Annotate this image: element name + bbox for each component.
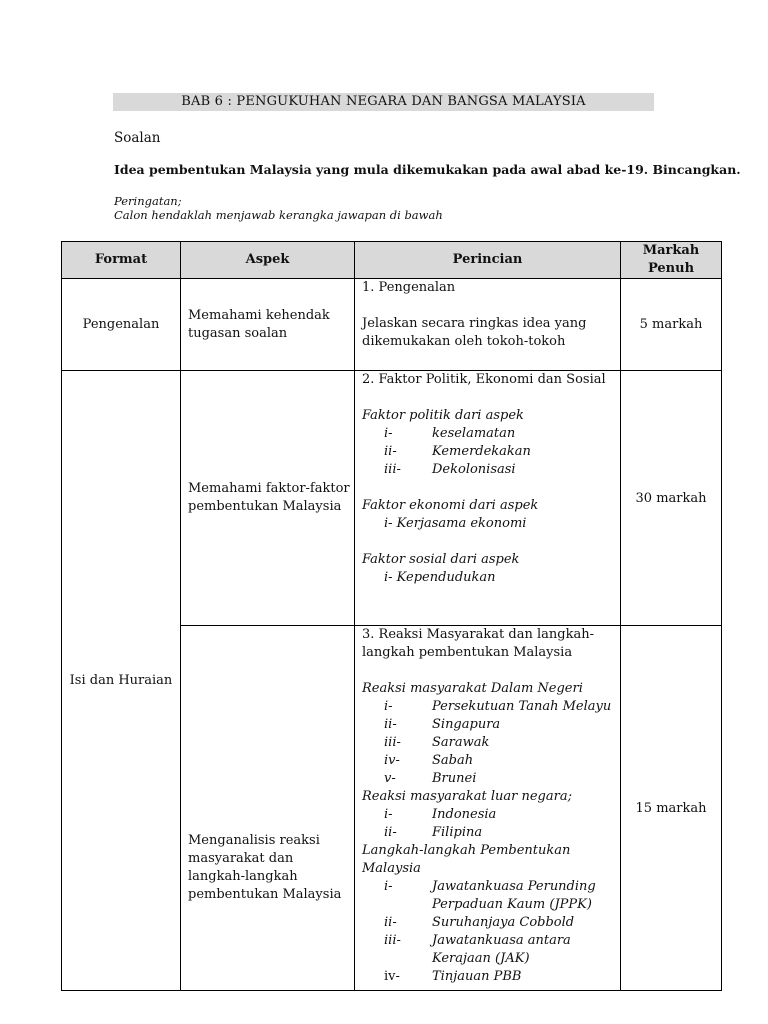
perincian-heading: 1. Pengenalan [362, 280, 456, 295]
markah-reaksi: 15 markah [621, 626, 722, 991]
perincian-reaksi [355, 626, 621, 991]
markah-faktor: 30 markah [621, 371, 722, 626]
list-item: v- Brunei [384, 771, 477, 786]
sosial-title: Faktor sosial dari aspek [362, 552, 520, 567]
soalan-label: Soalan [114, 130, 161, 146]
warning-text: Calon hendaklah menjawab kerangka jawapan di bawah [114, 208, 443, 222]
perincian-heading: 3. Reaksi Masyarakat dan langkah-langkah pembentukan Malaysia [362, 627, 594, 660]
format-pengenalan: Pengenalan [62, 279, 181, 371]
langkah-title: Langkah-langkah Pembentukan Malaysia [362, 843, 571, 876]
perincian-detail: Jelaskan secara ringkas idea yang dikemukakan oleh tokoh-tokoh [362, 316, 587, 349]
warning-title: Peringatan; [114, 194, 182, 208]
table-row-faktor [62, 371, 722, 626]
list-item: ii- Suruhanjaya Cobbold [384, 915, 575, 930]
list-item: iii- Dekolonisasi [384, 462, 516, 477]
header-format: Format [62, 242, 181, 279]
perincian-heading: 2. Faktor Politik, Ekonomi dan Sosial [362, 372, 606, 387]
table-header-row [62, 242, 722, 279]
header-markah: Markah Penuh [621, 242, 722, 279]
perincian-pengenalan [355, 279, 621, 371]
list-item: iii- Jawatankuasa antara Kerajaan (JAK) [384, 933, 571, 966]
chapter-title: BAB 6 : PENGUKUHAN NEGARA DAN BANGSA MALAYSIA [113, 93, 654, 111]
list-item: i- Persekutuan Tanah Melayu [384, 699, 612, 714]
table-row-pengenalan [62, 279, 722, 371]
list-item: i- Kerjasama ekonomi [384, 516, 527, 531]
dalam-negeri-title: Reaksi masyarakat Dalam Negeri [362, 681, 583, 696]
ekonomi-title: Faktor ekonomi dari aspek [362, 498, 539, 513]
aspek-reaksi: Menganalisis reaksi masyarakat dan langkah-langkah pembentukan Malaysia [181, 626, 355, 991]
list-item: i- Indonesia [384, 807, 497, 822]
answer-framework-table [61, 241, 722, 991]
perincian-faktor [355, 371, 621, 626]
format-isi: Isi dan Huraian [62, 371, 181, 991]
question-text: Idea pembentukan Malaysia yang mula dikemukakan pada awal abad ke-19. Bincangkan. [114, 162, 741, 177]
header-perincian: Perincian [355, 242, 621, 279]
politik-title: Faktor politik dari aspek [362, 408, 524, 423]
list-item: iv- Sabah [384, 753, 474, 768]
list-item: i- Kependudukan [384, 570, 496, 585]
list-item: i- keselamatan [384, 426, 516, 441]
header-aspek: Aspek [181, 242, 355, 279]
warning-note [114, 194, 443, 222]
list-item: iv- Tinjauan PBB [384, 969, 522, 984]
markah-pengenalan: 5 markah [621, 279, 722, 371]
list-item: iii- Sarawak [384, 735, 490, 750]
aspek-pengenalan: Memahami kehendak tugasan soalan [181, 279, 355, 371]
list-item: i- Jawatankuasa Perunding Perpaduan Kaum (JPPK) [384, 879, 596, 912]
luar-negara-title: Reaksi masyarakat luar negara; [362, 789, 572, 804]
list-item: ii- Singapura [384, 717, 501, 732]
aspek-faktor: Memahami faktor-faktor pembentukan Malaysia [181, 371, 355, 626]
list-item: ii- Filipina [384, 825, 483, 840]
list-item: ii- Kemerdekakan [384, 444, 531, 459]
